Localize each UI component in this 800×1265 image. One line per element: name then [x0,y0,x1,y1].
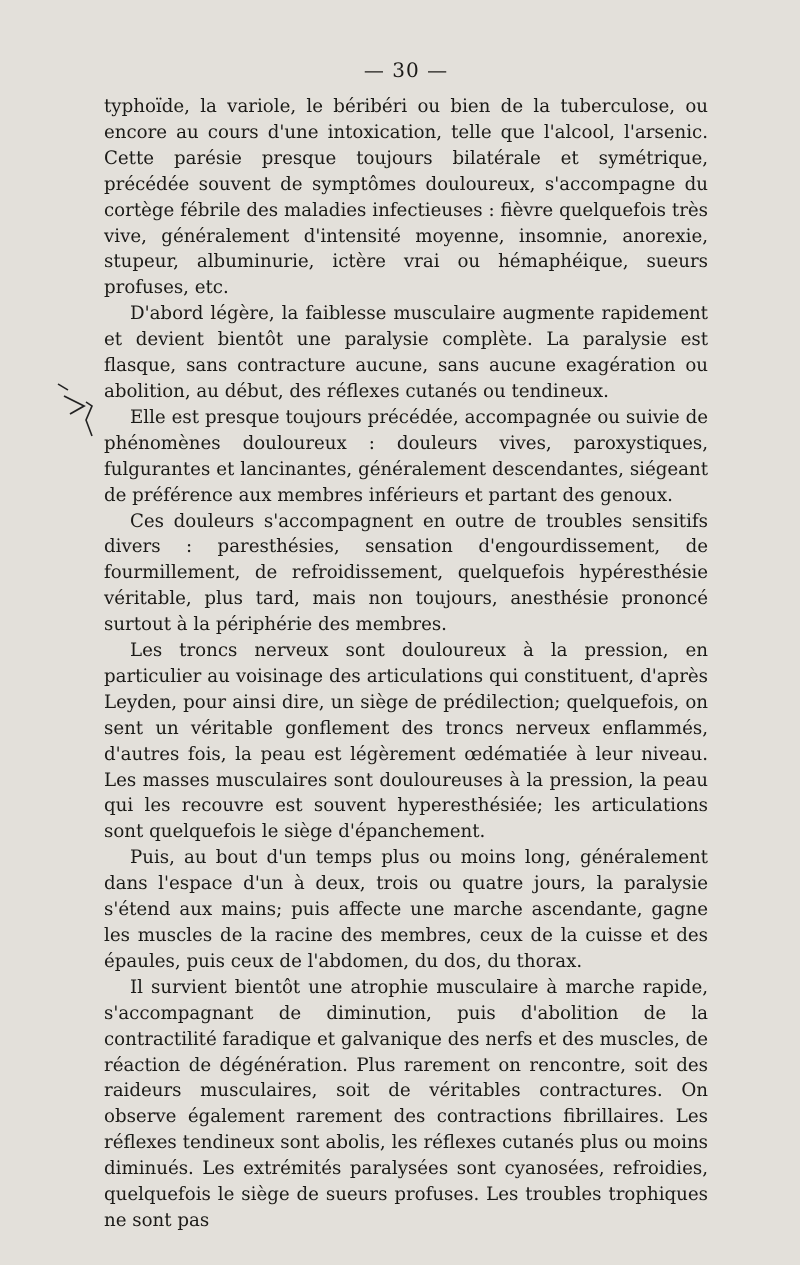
paragraph-4: Ces douleurs s'accompagnent en outre de troubles sensitifs divers : paresthésies, sensation d'engourdissement, de fourmillement, de refroidissement, quelquefois hypéresthésie véritable, plus tard, mais non toujours, anesthésie prononcé surtout à la périphérie des membres. [104,510,708,636]
paragraph-2: D'abord légère, la faiblesse musculaire augmente rapidement et devient bientôt une paralysie complète. La paralysie est flasque, sans contracture aucune, sans aucune exagération ou abolition, au début, des réflexes cutanés ou tendineux. [104,303,708,402]
page-number: — 30 — [363,58,449,82]
handwritten-margin-mark-icon [56,380,100,440]
paragraph-1: typhoïde, la variole, le béribéri ou bien de la tuberculose, ou encore au cours d'une intoxication, telle que l'alcool, l'arsenic. Cette parésie presque toujours bilatérale et symétrique, précédée souvent de symptômes douloureux, s'accompagne du cortège fébrile des maladies infectieuses : fièvre quelquefois très vive, généralement d'intensité moyenne, insomnie, anorexie, stupeur, albuminurie, ictère vrai ou hémaphéique, sueurs profuses, etc. [104,96,708,299]
paragraph-7: Il survient bientôt une atrophie musculaire à marche rapide, s'accompagnant de diminution, puis d'abolition de la contractilité faradique et galvanique des nerfs et des muscles, de réaction de dégénération. Plus rarement on rencontre, soit des raideurs musculaires, soit de véritables contractures. On observe également rarement des contractions fibrillaires. Les réflexes tendineux sont abolis, les réflexes cutanés plus ou moins diminués. Les extrémités paralysées sont cyanosées, refroidies, quelquefois le siège de sueurs profuses. Les troubles trophiques ne sont pas [104,976,708,1231]
paragraph-6: Puis, au bout d'un temps plus ou moins long, généralement dans l'espace d'un à deux, trois ou quatre jours, la paralysie s'étend aux mains; puis affecte une marche ascendante, gagne les muscles de la racine des membres, ceux de la cuisse et des épaules, puis ceux de l'abdomen, du dos, du thorax. [104,847,708,972]
paragraph-3: Elle est presque toujours précédée, accompagnée ou suivie de phénomènes douloureux : douleurs vives, paroxystiques, fulgurantes et lancinantes, généralement descendantes, siégeant de préférence aux membres inférieurs et partant des genoux. [104,406,708,506]
paragraph-5: Les troncs nerveux sont douloureux à la pression, en particulier au voisinage des articulations qui constituent, d'après Leyden, pour ainsi dire, un siège de prédilection; quelquefois, on sent un véritable gonflement des troncs nerveux enflammés, d'autres fois, la peau est légèrement œdématiée à leur niveau. Les masses musculaires sont douloureuses à la pression, la peau qui les recouvre est souvent hyperesthésiée; les articulations sont quelquefois le siège d'épanchement. [104,640,708,843]
